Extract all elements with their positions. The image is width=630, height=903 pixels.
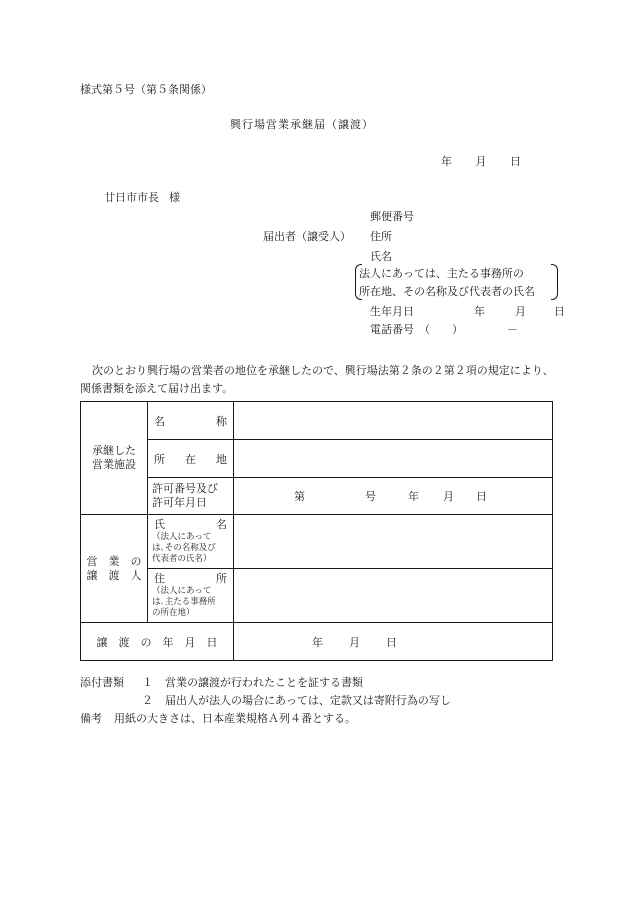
address-field[interactable]: 住所 (370, 230, 392, 243)
permit-label-line2: 許可年月日 (152, 496, 207, 509)
transferor-name-input[interactable] (234, 515, 553, 569)
name-label-b: 称 (216, 414, 227, 428)
phone-field[interactable] (370, 323, 518, 337)
date-line (441, 155, 521, 169)
birth-month: 月 (515, 305, 526, 318)
transfer-month: 月 (349, 635, 360, 649)
attachment1-number: １ (142, 676, 153, 689)
person-name-note3: 代表者の氏名） (152, 554, 212, 564)
person-address-b: 所 (216, 572, 227, 585)
permit-go: 号 (365, 490, 376, 503)
date-day: 日 (510, 155, 521, 168)
remarks (80, 712, 356, 726)
facility-group-label (81, 402, 148, 515)
transfer-date-label (81, 623, 234, 661)
remarks-text: 用紙の大きさは、日本産業規格Ａ列４番とする。 (114, 712, 356, 725)
facility-table (80, 401, 553, 661)
permit-month: 月 (443, 490, 454, 503)
person-address-note1: （法人にあって (152, 586, 212, 596)
person-address-note2: は､主たる事務所 (152, 597, 216, 607)
phone-dash: － (507, 323, 518, 336)
facility-group-line2: 営業施設 (92, 458, 136, 471)
transfer-year: 年 (312, 635, 323, 649)
name-label-a: 名 (154, 414, 165, 428)
permit-year: 年 (408, 490, 419, 503)
person-name-note2: は､その名称及び (152, 543, 216, 553)
attachments-label: 添付書類 (80, 676, 124, 689)
permit-day: 日 (476, 490, 487, 503)
location-label-c: 地 (216, 452, 227, 466)
corporation-note (355, 264, 558, 300)
facility-group-line1: 承継した (92, 444, 136, 457)
location-label-b: 在 (185, 452, 196, 466)
facility-name-input[interactable] (234, 402, 553, 440)
corporation-note-line2: 所在地、その名称及び代表者の氏名 (359, 285, 535, 298)
attachments-item1 (80, 676, 363, 690)
postal-code-field[interactable]: 郵便番号 (370, 210, 414, 223)
birth-day: 日 (554, 305, 565, 318)
attachment2-number: ２ (142, 694, 153, 707)
transferor-group-line2: 譲 渡 人 (86, 568, 142, 582)
birth-year: 年 (474, 305, 485, 318)
addressee (104, 191, 180, 205)
location-label-a: 所 (154, 452, 165, 466)
date-year: 年 (441, 155, 452, 168)
attachments-item2 (142, 694, 451, 708)
transfer-date-label-text: 譲 渡 の 年 月 日 (96, 635, 218, 649)
phone-close-paren: ） (452, 323, 463, 336)
permit-label (148, 478, 234, 515)
permit-label-line1: 許可番号及び (152, 482, 218, 495)
permit-dai: 第 (294, 490, 305, 503)
birth-date-label: 生年月日 (370, 305, 414, 318)
name-field[interactable]: 氏名 (370, 250, 392, 263)
applicant-label: 届出者（譲受人） (263, 230, 351, 243)
person-name-a: 氏 (154, 518, 165, 531)
corporation-note-line1: 法人にあっては、主たる事務所の (359, 267, 524, 280)
form-number: 様式第５号（第５条関係） (80, 83, 212, 96)
person-name-note1: （法人にあって (152, 532, 212, 542)
remarks-label: 備考 (80, 712, 102, 725)
addressee-honorific: 様 (169, 191, 180, 204)
applicant-fields (370, 210, 414, 270)
facility-name-label (148, 402, 234, 440)
transferor-address-input[interactable] (234, 569, 553, 623)
declaration-text: 次のとおり興行場の営業者の地位を承継したので、興行場法第２条の２第２項の規定により、関係書類を添えて届け出ます。 (80, 364, 554, 395)
transfer-date-input[interactable] (234, 623, 553, 661)
attachment1-text: 営業の譲渡が行われたことを証する書類 (165, 676, 363, 689)
addressee-name: 廿日市市長 (104, 191, 159, 204)
person-address-note3: の所在地） (152, 608, 195, 618)
corporation-note-text (359, 265, 555, 301)
form-title: 興行場営業承継届（譲渡） (230, 118, 374, 131)
person-name-b: 名 (216, 518, 227, 531)
facility-location-label (148, 440, 234, 478)
phone-open-paren: （ (419, 323, 430, 336)
transferor-name-label (148, 515, 234, 569)
attachment2-text: 届出人が法人の場合にあっては、定款又は寄附行為の写し (165, 694, 451, 707)
phone-label: 電話番号 (370, 323, 414, 336)
transferor-group-line1: 営 業 の (86, 554, 142, 568)
transferor-group-label (81, 515, 148, 623)
transfer-day: 日 (386, 635, 397, 649)
person-address-a: 住 (154, 572, 165, 585)
facility-location-input[interactable] (234, 440, 553, 478)
transferor-address-label (148, 569, 234, 623)
date-month: 月 (475, 155, 487, 168)
birth-date-field[interactable] (370, 305, 565, 319)
permit-input[interactable] (234, 478, 553, 515)
